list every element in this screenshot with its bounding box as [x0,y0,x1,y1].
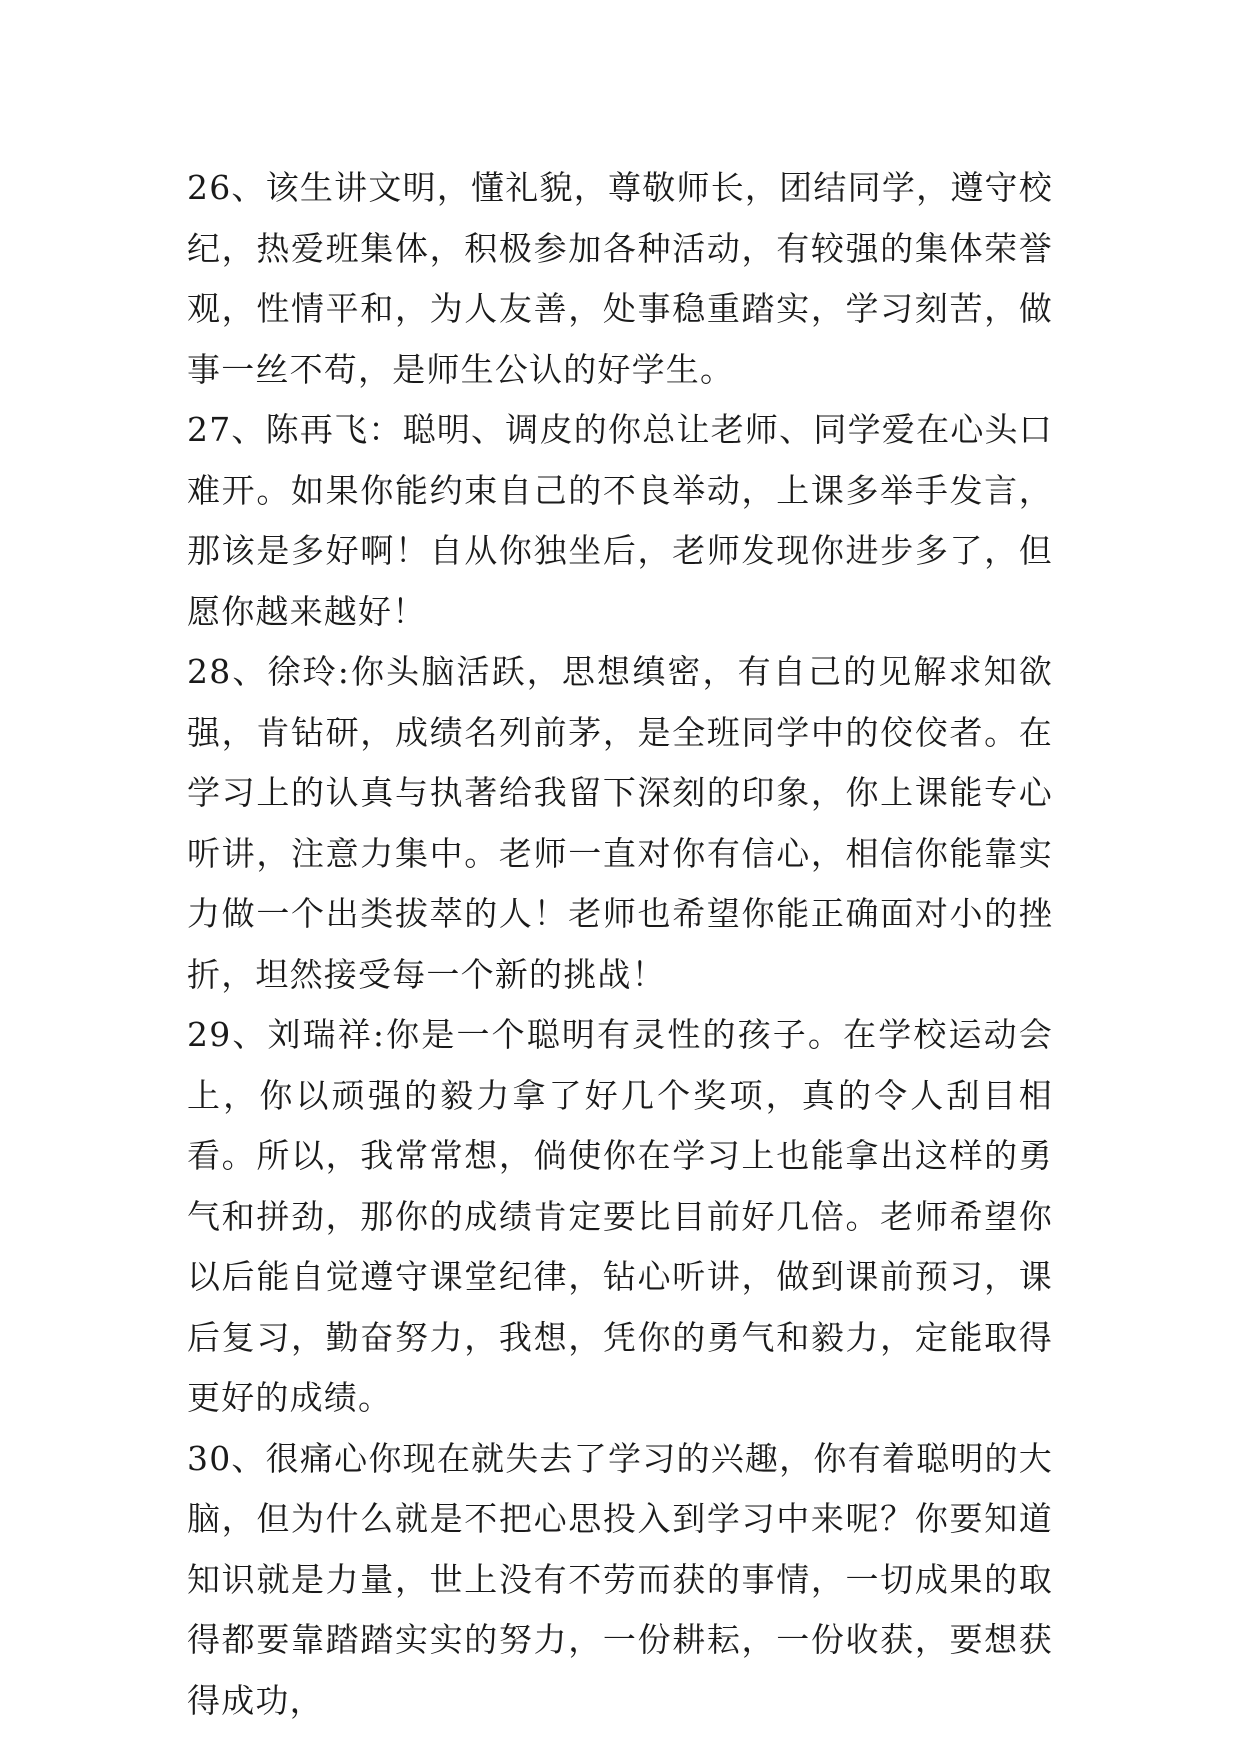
paragraph-28: 28、徐玲:你头脑活跃，思想缜密，有自己的见解求知欲强，肯钻研，成绩名列前茅，是全班同学中的佼佼者。在学习上的认真与执著给我留下深刻的印象，你上课能专心听讲，注意力集中。老师一直对你有信心，相信你能靠实力做一个出类拔萃的人！老师也希望你能正确面对小的挫折，坦然接受每一个新的挑战！ [187,652,1053,994]
paragraph-27: 27、陈再飞：聪明、调皮的你总让老师、同学爱在心头口难开。如果你能约束自己的不良举动，上课多举手发言，那该是多好啊！自从你独坐后，老师发现你进步多了，但愿你越来越好！ [187,410,1053,631]
paragraph-29: 29、刘瑞祥:你是一个聪明有灵性的孩子。在学校运动会上，你以顽强的毅力拿了好几个奖项，真的令人刮目相看。所以，我常常想，倘使你在学习上也能拿出这样的勇气和拼劲，那你的成绩肯定要比目前好几倍。老师希望你以后能自觉遵守课堂纪律，钻心听讲，做到课前预习，课后复习，勤奋努力，我想，凭你的勇气和毅力，定能取得更好的成绩。 [187,1015,1053,1417]
paragraph-30: 30、很痛心你现在就失去了学习的兴趣，你有着聪明的大脑，但为什么就是不把心思投入到学习中来呢？你要知道知识就是力量，世上没有不劳而获的事情，一切成果的取得都要靠踏踏实实的努力，一份耕耘，一份收获，要想获得成功， [187,1438,1053,1720]
document-body [187,158,1053,1731]
paragraph-26: 26、该生讲文明，懂礼貌，尊敬师长，团结同学，遵守校纪，热爱班集体，积极参加各种活动，有较强的集体荣誉观，性情平和，为人友善，处事稳重踏实，学习刻苦，做事一丝不苟，是师生公认的好学生。 [187,168,1053,389]
